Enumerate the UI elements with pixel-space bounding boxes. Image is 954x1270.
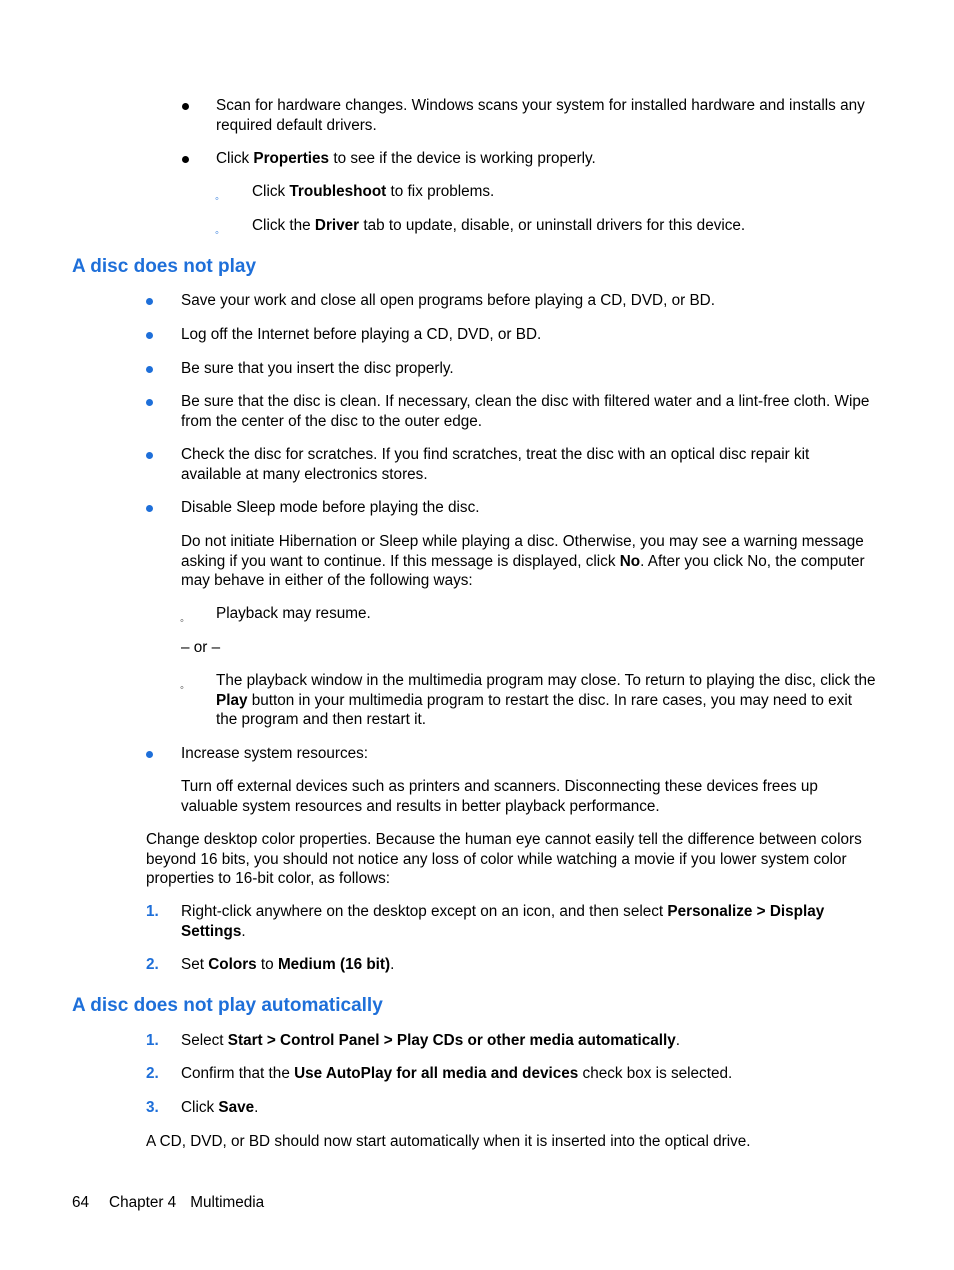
list-item: Scan for hardware changes. Windows scans your system for installed hardware and installs any required default drivers. [216,97,865,134]
bullet-icon [182,103,189,110]
list-item: Be sure that you insert the disc properly. [181,360,454,377]
step-item: Select Start > Control Panel > Play CDs or other media automatically. [181,1032,681,1049]
step-number: 1. [146,903,159,920]
list-item: Check the disc for scratches. If you find scratches, treat the disc with an optical disc repair kit available at many electronics stores. [181,446,810,483]
chapter-label: Chapter 4 [109,1194,177,1211]
list-item: Disable Sleep mode before playing the disc. [181,499,480,516]
step-item: Set Colors to Medium (16 bit). [181,956,395,973]
bullet-icon [146,751,153,758]
step-number: 2. [146,1065,159,1082]
step-item: Confirm that the Use AutoPlay for all media and devices check box is selected. [181,1065,733,1082]
list-item: Log off the Internet before playing a CD, DVD, or BD. [181,326,542,343]
page-number: 64 [72,1194,90,1211]
step-number: 1. [146,1032,159,1049]
page-footer [72,1193,264,1212]
sub-bullet-icon: ◦ [180,682,184,694]
bullet-icon [146,298,153,305]
list-item: Click the Driver tab to update, disable, or uninstall drivers for this device. [252,217,746,234]
list-item: Playback may resume. [216,605,371,622]
or-separator: – or – [181,639,221,656]
sub-bullet-icon: ◦ [215,227,219,239]
bullet-icon [146,399,153,406]
sub-bullet-icon: ◦ [215,193,219,205]
chapter-title: Multimedia [190,1194,265,1211]
list-item: The playback window in the multimedia program may close. To return to playing the disc, click the Play button in your multimedia program to restart the disc. In rare cases, you may need to exit the program and then restart it. [216,672,876,728]
paragraph: Turn off external devices such as printers and scanners. Disconnecting these devices frees up valuable system resources and results in better playback performance. [181,778,818,815]
list-item: Save your work and close all open programs before playing a CD, DVD, or BD. [181,292,715,309]
paragraph: Do not initiate Hibernation or Sleep while playing a disc. Otherwise, you may see a warning message asking if you want to continue. If this message is displayed, click No. After you click No, the computer may behave in either of the following ways: [181,533,865,589]
bullet-icon [146,505,153,512]
section-heading: A disc does not play automatically [72,995,383,1016]
section-heading: A disc does not play [72,256,257,277]
list-item: Click Properties to see if the device is working properly. [216,150,596,167]
list-item: Click Troubleshoot to fix problems. [252,183,495,200]
bullet-icon [146,332,153,339]
list-item: Increase system resources: [181,745,369,762]
paragraph: Change desktop color properties. Because the human eye cannot easily tell the difference between colors beyond 16 bits, you should not notice any loss of color while watching a movie if you lower system color properties to 16-bit color, as follows: [146,831,862,887]
sub-bullet-icon: ◦ [180,615,184,627]
bullet-icon [146,366,153,373]
step-item: Right-click anywhere on the desktop except on an icon, and then select Personalize > Display Settings. [181,903,825,940]
step-number: 3. [146,1099,159,1116]
bullet-icon [146,452,153,459]
list-item: Be sure that the disc is clean. If necessary, clean the disc with filtered water and a lint-free cloth. Wipe from the center of the disc to the outer edge. [181,393,870,430]
bullet-icon [182,156,189,163]
step-number: 2. [146,956,159,973]
step-item: Click Save. [181,1099,259,1116]
paragraph: A CD, DVD, or BD should now start automatically when it is inserted into the optical drive. [146,1133,751,1150]
